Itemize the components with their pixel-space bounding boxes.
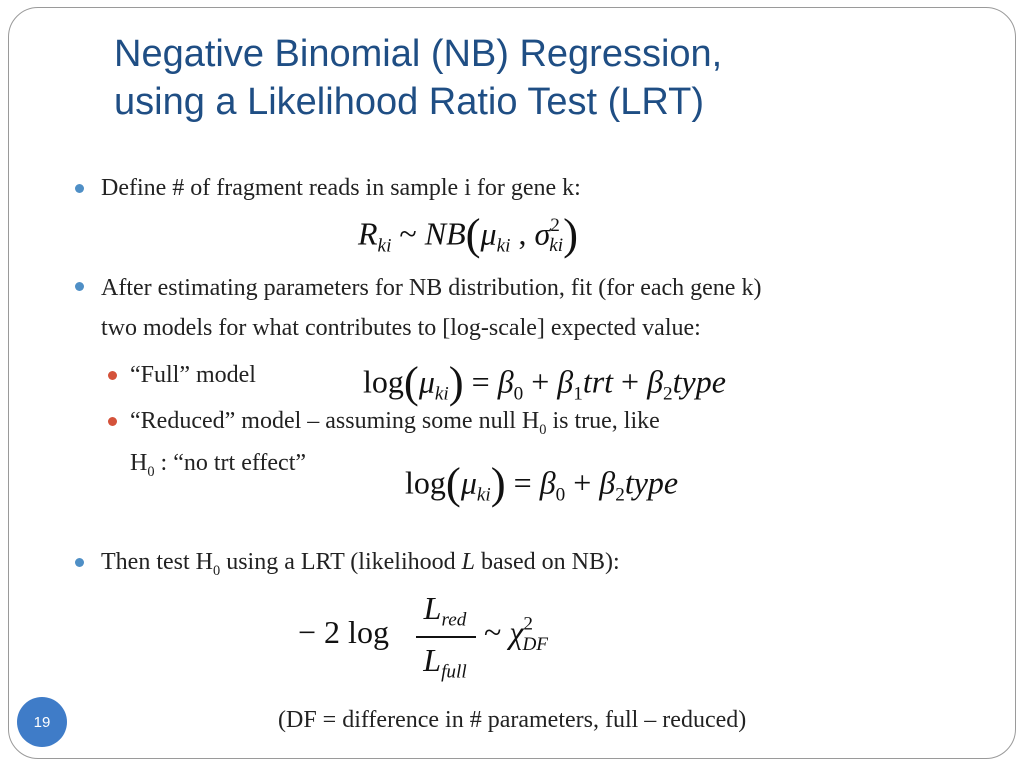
bullet-text-line-1: After estimating parameters for NB distribution, fit (for each gene k) <box>101 275 762 301</box>
bullet-text-line-2: two models for what contributes to [log-scale] expected value: <box>101 315 701 341</box>
sub-bullet-text-prefix: “Reduced” model – assuming some null H <box>130 408 540 434</box>
sub-bullet-full-model <box>130 355 256 395</box>
subscript-zero: 0 <box>212 562 221 579</box>
sub-bullet-text: “Full” model <box>130 362 256 388</box>
bullet-dot <box>75 558 84 567</box>
page-number-badge: 19 <box>17 697 67 747</box>
df-note: (DF = difference in # parameters, full – reduced) <box>278 707 747 733</box>
lrt-denominator: $L_{full}$ <box>423 642 467 683</box>
lrt-chi-square: ~ $\chi^2_{DF}$ <box>484 613 549 655</box>
bullet-test-lrt <box>101 542 620 591</box>
likelihood-symbol: L <box>461 549 475 575</box>
subscript-zero: 0 <box>539 421 547 438</box>
title-line-1: Negative Binomial (NB) Regression, <box>114 33 723 75</box>
equation-full-model: $\log(\mu_{ki}) = \beta_0 + \beta_1trt$ + $\beta_2type$ <box>363 357 726 407</box>
no-trt-effect-text: : “no trt effect” <box>154 450 307 476</box>
lrt-numerator: $L_{red}$ <box>423 590 467 631</box>
equation-nb-distribution: $R_{ki}$ ~ $NB(\mu_{ki}$ , $\sigma^2_{ki}$) <box>358 209 579 259</box>
bullet-define-reads <box>101 168 581 208</box>
sub-bullet-line-2 <box>130 443 306 492</box>
title-line-2: using a Likelihood Ratio Test (LRT) <box>114 81 705 123</box>
sub-bullet-text-suffix: is true, like <box>546 408 660 434</box>
slide-title <box>114 30 974 126</box>
sub-bullet-dot <box>108 417 117 426</box>
h-letter: H <box>130 450 148 476</box>
bullet-fit-models <box>101 268 981 348</box>
fraction-bar <box>416 636 476 638</box>
equation-reduced-model: $\log(\mu_{ki}) = \beta_0$ + $\beta_2type$ <box>405 458 679 508</box>
sub-bullet-dot <box>108 371 117 380</box>
sub-bullet-reduced-model <box>130 401 660 480</box>
bullet-dot <box>75 184 84 193</box>
bullet-text-prefix: Then test H <box>101 549 213 575</box>
bullet-text: Define # of fragment reads in sample i for gene k: <box>101 175 581 201</box>
lrt-prefix: − 2 log <box>298 614 389 650</box>
subscript-zero: 0 <box>147 463 155 480</box>
bullet-text-suffix: based on NB): <box>474 549 620 575</box>
bullet-text-mid: using a LRT (likelihood <box>220 549 462 575</box>
bullet-dot <box>75 282 84 291</box>
